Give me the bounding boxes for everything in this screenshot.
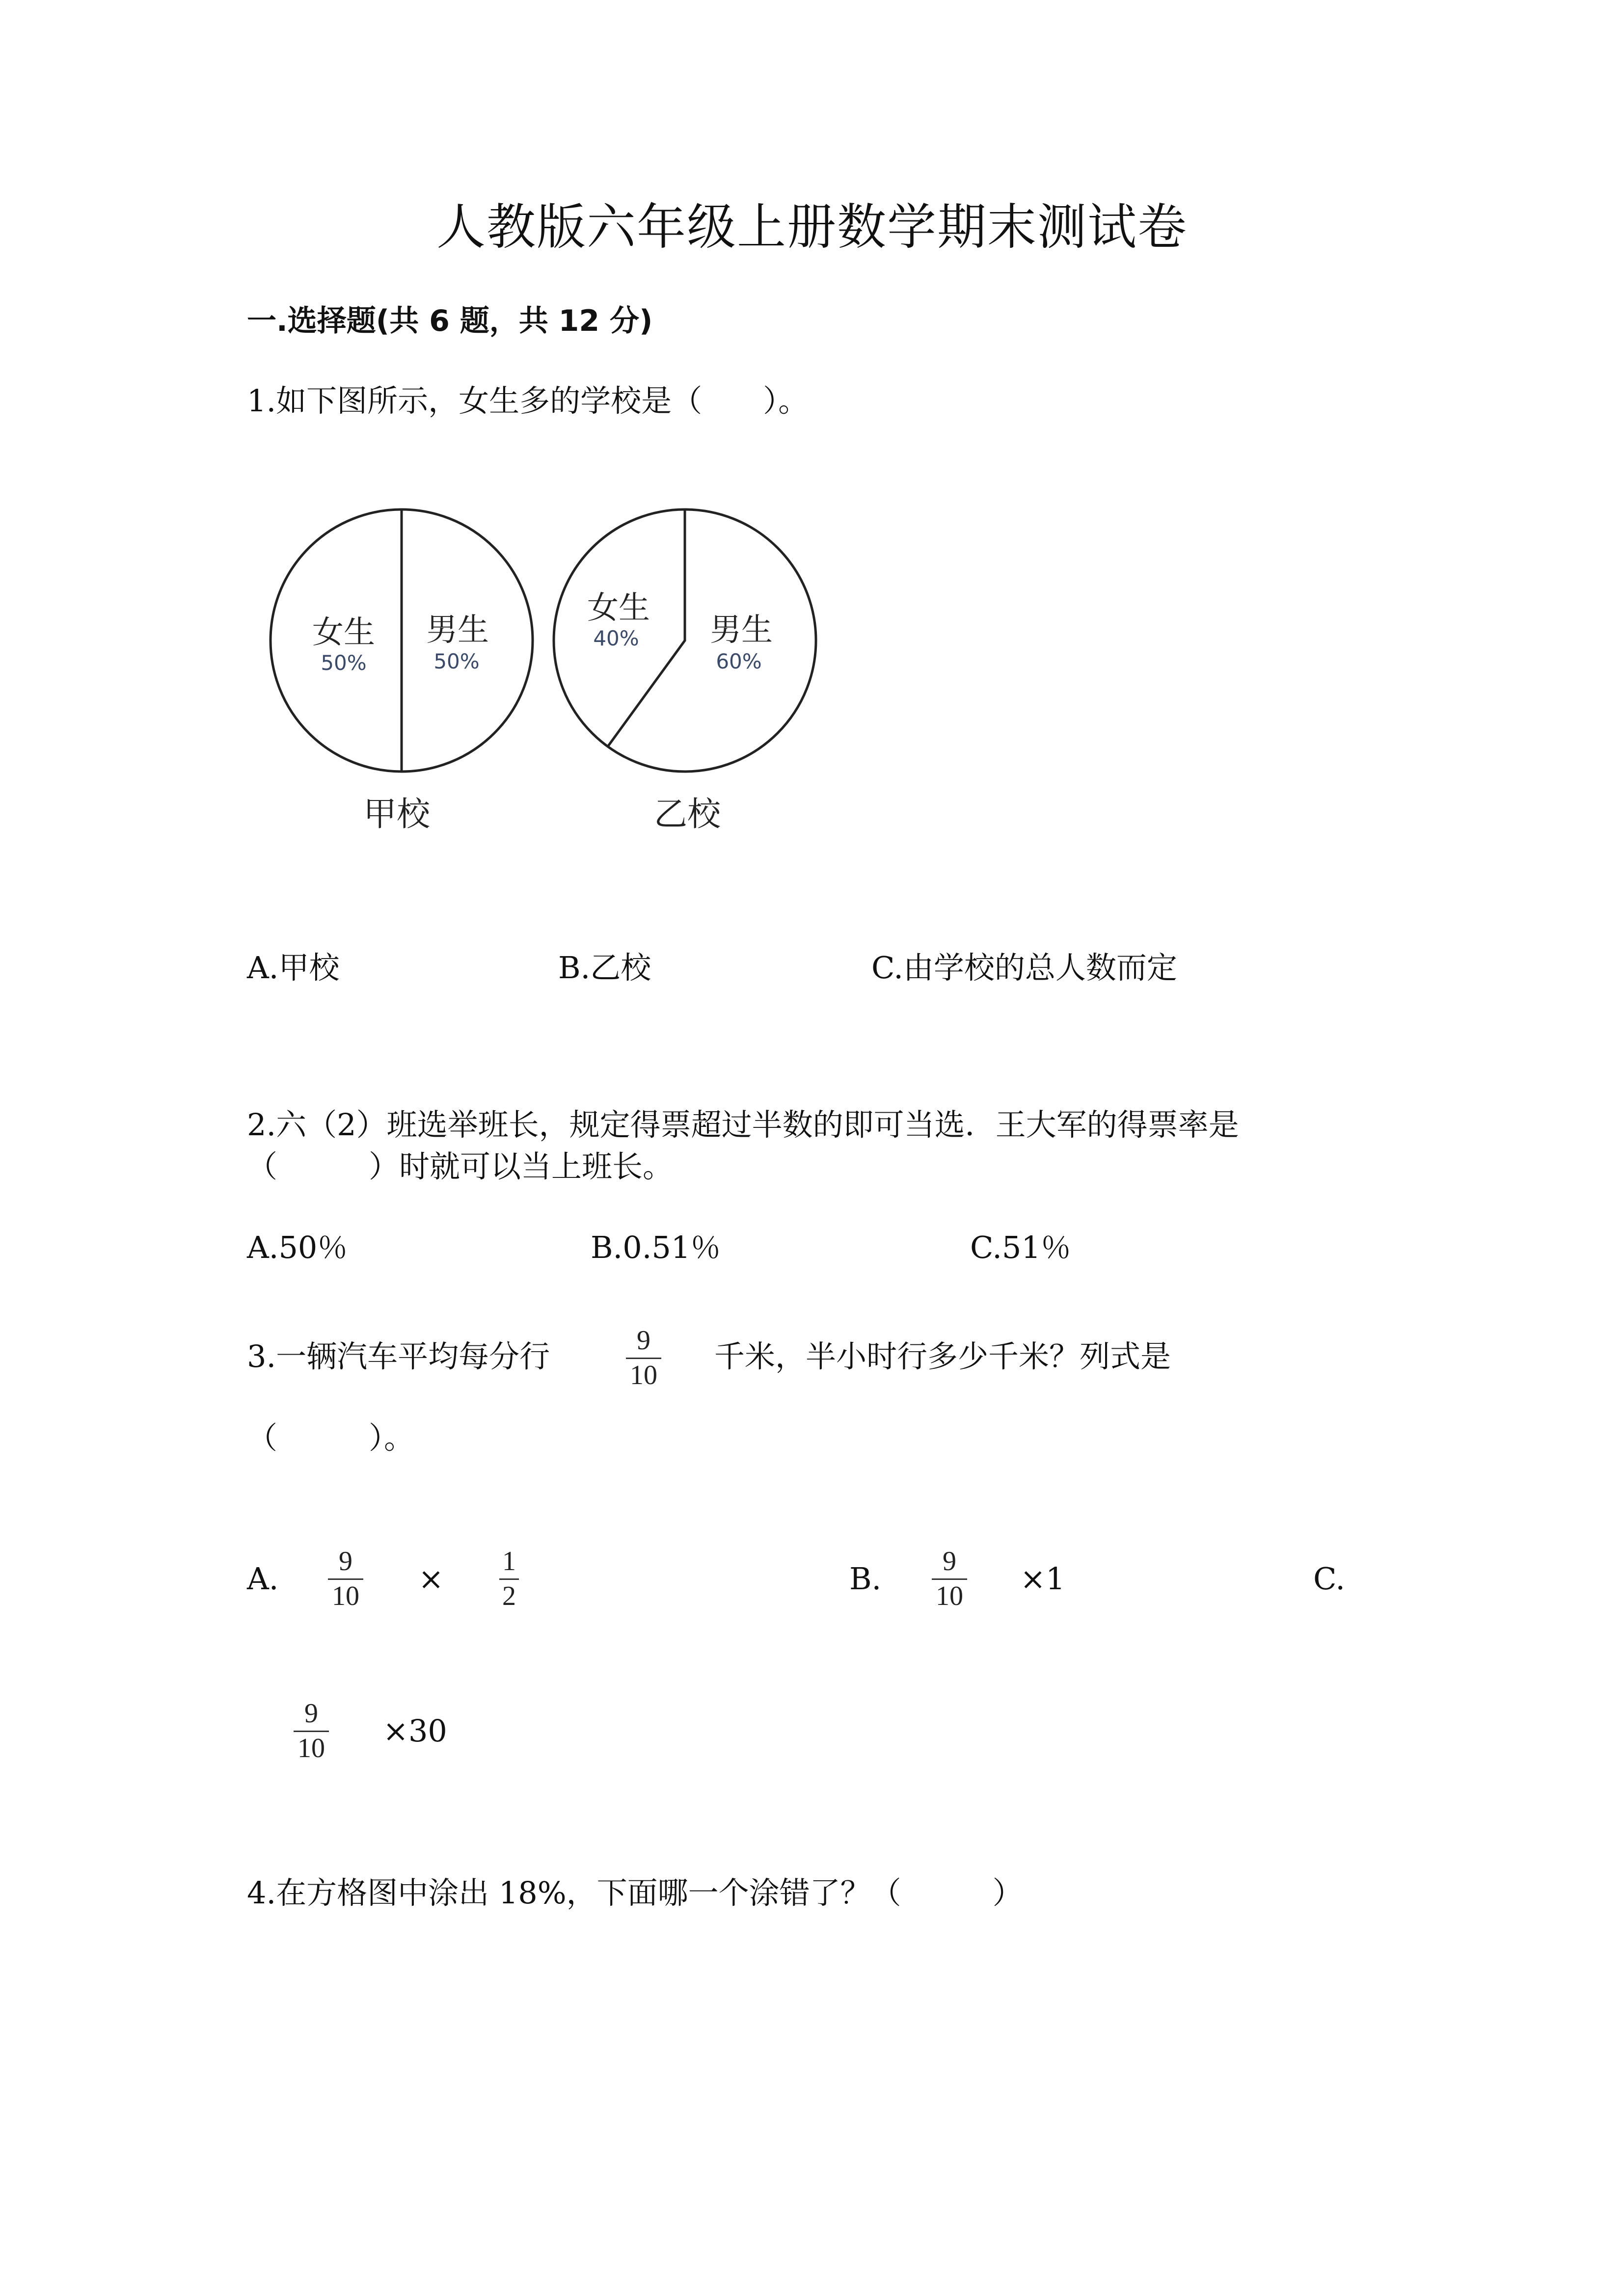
question-1-option-b[interactable]: B.乙校 (558, 950, 651, 986)
pie-a-boys-percent: 50% (433, 649, 480, 673)
section-heading: 一.选择题(共 6 题，共 12 分) (247, 304, 653, 338)
question-2-option-a[interactable]: A.50％ (247, 1229, 348, 1265)
fraction-denominator: 10 (298, 1733, 325, 1763)
question-2-stem-line2: （ ）时就可以当上班长。 (247, 1148, 674, 1184)
question-3-option-a-label[interactable]: A. (247, 1561, 279, 1597)
question-1-option-c[interactable]: C.由学校的总人数而定 (871, 950, 1177, 986)
fraction-bar (328, 1578, 363, 1580)
question-3-stem-line2: （ ）。 (247, 1420, 415, 1456)
question-3-option-c-label[interactable]: C. (1313, 1561, 1345, 1597)
fraction-bar (294, 1731, 329, 1732)
question-3-option-a-operator: × (418, 1561, 444, 1597)
pie-b-school-name: 乙校 (653, 795, 721, 834)
pie-school-b (554, 509, 816, 834)
fraction-bar (626, 1358, 661, 1359)
question-3-option-c-rest: ×30 (383, 1713, 447, 1749)
question-2-stem-line1: 2.六（2）班选举班长，规定得票超过半数的即可当选．王大军的得票率是 (247, 1107, 1239, 1143)
question-1-option-a[interactable]: A.甲校 (247, 950, 340, 986)
question-2-option-c[interactable]: C.51％ (970, 1229, 1071, 1265)
question-2-option-b[interactable]: B.0.51％ (591, 1229, 721, 1265)
question-3-option-a-fraction-2 (499, 1546, 519, 1611)
pie-a-school-name: 甲校 (363, 795, 431, 834)
pie-school-a (271, 509, 533, 834)
question-3-stem-suffix: 千米，半小时行多少千米？列式是 (714, 1338, 1171, 1374)
question-3-option-a-fraction-1 (328, 1546, 363, 1611)
fraction-bar (499, 1578, 519, 1580)
pie-b-boys-label: 男生 (710, 612, 773, 648)
fraction-denominator: 10 (332, 1581, 359, 1611)
page-title: 人教版六年级上册数学期末测试卷 (436, 198, 1188, 256)
pie-charts (255, 496, 844, 864)
fraction-numerator: 9 (339, 1546, 352, 1576)
pie-b-girls-label: 女生 (587, 590, 650, 626)
fraction-denominator: 2 (502, 1581, 516, 1611)
pie-a-girls-percent: 50% (321, 651, 367, 675)
fraction-numerator: 9 (304, 1698, 318, 1729)
pie-b-boys-percent: 60% (716, 649, 762, 673)
fraction-numerator: 9 (637, 1325, 650, 1356)
pie-a-girls-label: 女生 (312, 614, 375, 651)
question-1-figure (255, 496, 844, 864)
fraction-numerator: 1 (502, 1546, 516, 1576)
fraction-numerator: 9 (943, 1546, 956, 1576)
pie-b-girls-percent: 40% (593, 626, 639, 650)
fraction-bar (932, 1578, 967, 1580)
question-1-stem: 1.如下图所示，女生多的学校是（ ）。 (247, 383, 809, 419)
question-3-option-b-label[interactable]: B. (849, 1561, 882, 1597)
question-4-stem: 4.在方格图中涂出 18%，下面哪一个涂错了？（ ） (247, 1875, 1023, 1911)
question-3-option-b-rest: ×1 (1020, 1561, 1065, 1597)
question-3-option-b-fraction (932, 1546, 967, 1611)
question-3-stem-prefix: 3.一辆汽车平均每分行 (247, 1338, 550, 1374)
fraction-denominator: 10 (936, 1581, 963, 1611)
pie-a-boys-label: 男生 (426, 612, 489, 648)
fraction-denominator: 10 (630, 1360, 657, 1390)
question-3-option-c-fraction (294, 1698, 329, 1763)
question-3-fraction (626, 1325, 661, 1390)
